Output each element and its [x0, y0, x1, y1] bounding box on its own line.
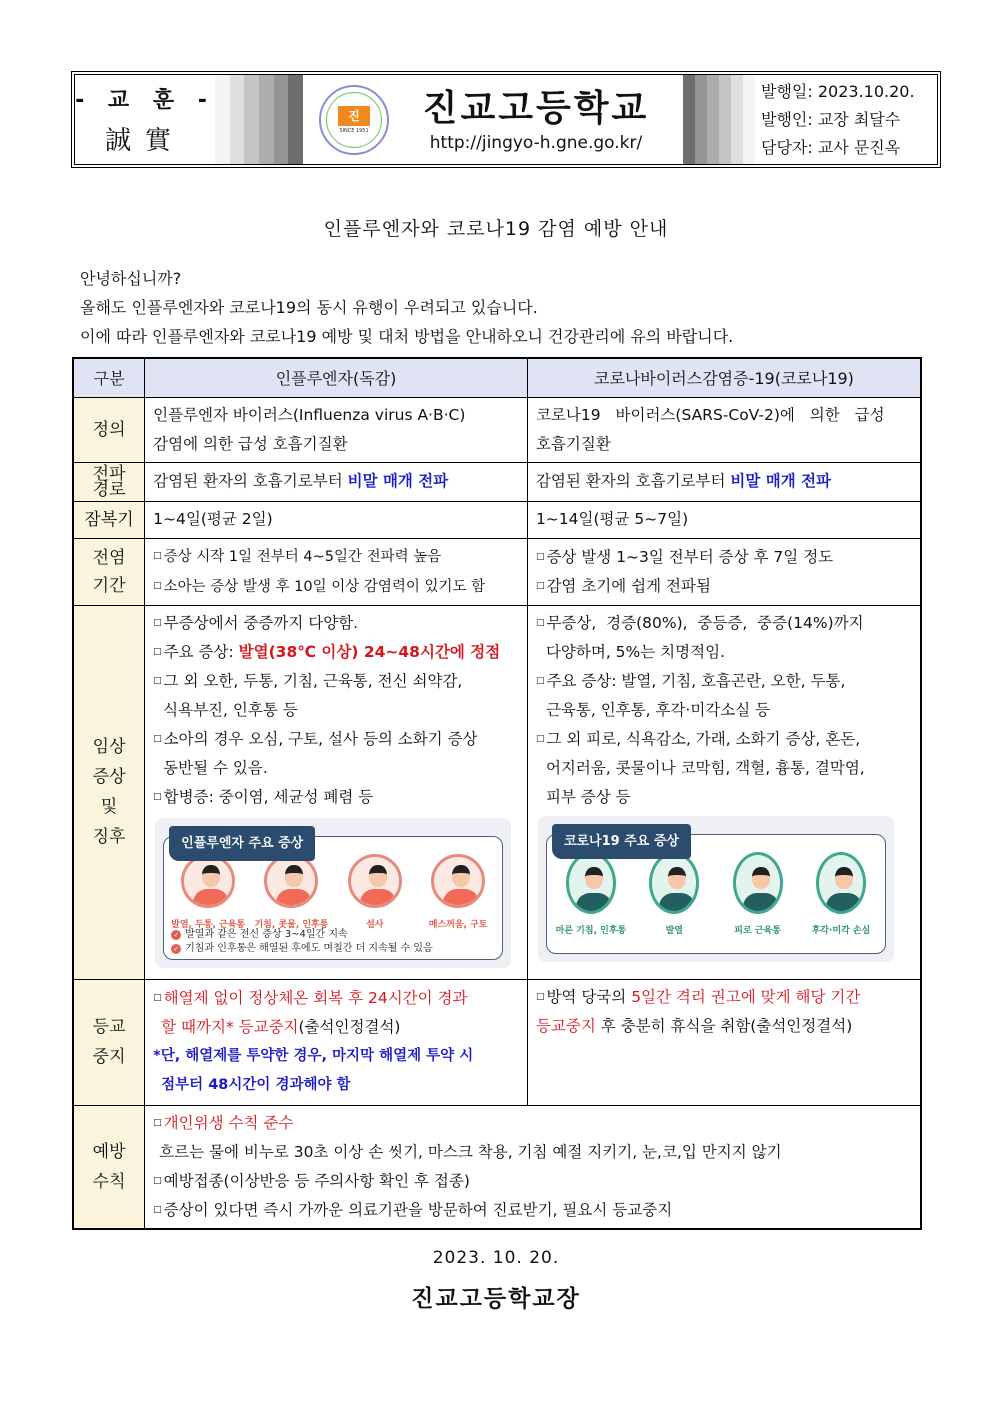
school-motto	[75, 75, 215, 164]
header-center	[303, 75, 683, 164]
school-name: 진교고등학교	[422, 87, 650, 129]
bullet-icon: □	[535, 551, 545, 562]
header-covid19: 코로나바이러스감염증-19(코로나19)	[527, 358, 921, 397]
intro-text	[80, 264, 733, 351]
row-label: 정의	[73, 397, 145, 462]
bullet-icon: □	[153, 993, 162, 1003]
school-header	[71, 71, 941, 168]
infographic-notes: ✓ 발열과 같은 전신 증상 3~4일간 지속 ✓ 기침과 인후통은 해열된 후에도 며칠간 더 지속될 수 있음	[171, 928, 433, 956]
bullet-icon: □	[153, 580, 162, 591]
infographic-tag: 코로나19 주요 증상	[552, 824, 691, 859]
covid-symptoms-infographic	[538, 816, 894, 962]
symptom-cough-icon: 기침, 콧물, 인후통	[252, 854, 330, 940]
table-row-incubation	[73, 501, 921, 538]
check-icon: ✓	[171, 944, 181, 954]
flu-school-suspension: □ 해열제 없이 정상체온 회복 후 24시간이 경과 할 때까지* 등교중지(출석인정결석) *단, 해열제를 투약한 경우, 마지막 해열제 투약 시 점부터 48시간이 경과해야 함	[145, 979, 528, 1105]
comparison-table	[72, 357, 922, 1230]
covid-definition: 코로나19 바이러스(SARS-CoV-2)에 의한 급성 호흡기질환	[527, 397, 921, 462]
covid-school-suspension: □ 방역 당국의 5일간 격리 권고에 맞게 해당 기간 등교중지 후 충분히 휴식을 취함(출석인정결석)	[527, 979, 921, 1105]
row-label: 전염 기간	[73, 538, 145, 605]
prevention-rules: □ 개인위생 수칙 준수 흐르는 물에 비누로 30초 이상 손 씻기, 마스크 착용, 기침 예절 지키기, 눈,코,입 만지지 않기 □ 예방접종(이상반응 등 주의사항 확인 후 접종) □ 증상이 있다면 즉시 가까운 의료기관을 방문하여 진료받기, 필요시 등교중지	[145, 1105, 921, 1229]
check-icon: ✓	[171, 930, 181, 940]
flu-symptoms: □ 무증상에서 중증까지 다양함. □ 주요 증상: 발열(38℃ 이상) 24~48시간에 정점 □ 그 외 오한, 두통, 기침, 근육통, 전신 쇠약감, 식욕부진, 인후통 등 □ 소아의 경우 오심, 구토, 설사 등의 소화기 증상 동반될 수 있음. □ 합병증: 중이염, 세균성 폐렴 등 인플루엔자 주요 증상 발열, 두통, 근육통 기침, 콧물, 인후통 설사 메스꺼움, 구토 ✓ 발열과 같은 전신 증상 3~4일간 지속 ✓ 기침과 인후통은 해열된 후에도 며칠간 더 지속될 수 있음	[145, 605, 528, 979]
motto-word: 誠實	[104, 125, 185, 156]
covid-contagious: □ 증상 발생 1~3일 전부터 증상 후 7일 정도 □ 감염 초기에 쉽게 전파됨	[527, 538, 921, 605]
school-url-link[interactable]: http://jingyo-h.gne.go.kr/	[429, 132, 643, 153]
bullet-icon: □	[153, 733, 162, 744]
intro-line: 올해도 인플루엔자와 코로나19의 동시 유행이 우려되고 있습니다.	[80, 298, 538, 317]
bullet-icon: □	[535, 991, 545, 1002]
bullet-icon: □	[153, 1204, 162, 1215]
bullet-icon: □	[153, 675, 162, 686]
symptom-smell-loss-icon: 후각·미각 손실	[802, 852, 880, 946]
bullet-icon: □	[535, 617, 545, 628]
bullet-icon: □	[535, 733, 545, 744]
bullet-icon: □	[535, 580, 545, 591]
covid-symptoms: □ 무증상, 경증(80%), 중등증, 중증(14%)까지 다양하며, 5%는 치명적임. □ 주요 증상: 발열, 기침, 호흡곤란, 오한, 두통, 근육통, 인후통, 후각·미각소실 등 □ 그 외 피로, 식욕감소, 가래, 소화기 증상, 혼돈, 어지러움, 콧물이나 코막힘, 객혈, 흉통, 결막염, 피부 증상 등 코로나19 주요 증상 마른 기침, 인후통 발열 피로 근육통 후각·미각 손실	[527, 605, 921, 979]
principal-signature: 진교고등학교장	[411, 1286, 581, 1312]
table-row-symptoms	[73, 605, 921, 979]
table-row-prevention	[73, 1105, 921, 1229]
symptom-fever-icon: 발열	[635, 852, 713, 946]
infographic-tag: 인플루엔자 주요 증상	[169, 826, 315, 861]
gradient-bar-left	[215, 75, 303, 164]
flu-definition: 인플루엔자 바이러스(Influenza virus A·B·C) 감염에 의한 급성 호흡기질환	[145, 397, 528, 462]
row-label: 전파 경로	[73, 462, 145, 501]
header-category: 구분	[73, 358, 145, 397]
symptom-diarrhea-icon: 설사	[336, 854, 414, 940]
covid-transmission: 감염된 환자의 호흡기로부터 비말 매개 전파	[527, 462, 921, 501]
publication-meta	[755, 75, 937, 164]
footer-date: 2023. 10. 20.	[432, 1248, 560, 1268]
symptom-nausea-icon: 메스꺼움, 구토	[419, 854, 497, 940]
bullet-icon: □	[153, 646, 162, 657]
table-header-row	[73, 358, 921, 397]
bullet-icon: □	[153, 791, 162, 802]
symptom-fatigue-icon: 피로 근육통	[719, 852, 797, 946]
intro-line: 이에 따라 인플루엔자와 코로나19 예방 및 대처 방법을 안내하오니 건강관리에 유의 바랍니다.	[80, 327, 734, 346]
table-row-transmission	[73, 462, 921, 501]
header-influenza: 인플루엔자(독감)	[145, 358, 528, 397]
table-row-contagious-period	[73, 538, 921, 605]
row-label: 예방 수칙	[73, 1105, 145, 1229]
table-row-school-suspension	[73, 979, 921, 1105]
publisher: 발행인: 교장 최달수	[761, 109, 901, 129]
covid-incubation: 1~14일(평균 5~7일)	[527, 501, 921, 538]
school-logo-icon: 진 SINCE 1951	[319, 85, 389, 155]
gradient-bar-right	[683, 75, 755, 164]
flu-symptoms-infographic	[155, 818, 511, 968]
row-label: 임상 증상 및 징후	[73, 605, 145, 979]
contact-person: 담당자: 교사 문진옥	[761, 137, 901, 157]
flu-transmission: 감염된 환자의 호흡기로부터 비말 매개 전파	[145, 462, 528, 501]
table-row-definition	[73, 397, 921, 462]
document-title: 인플루엔자와 코로나19 감염 예방 안내	[323, 218, 669, 240]
row-label: 등교 중지	[73, 979, 145, 1105]
bullet-icon: □	[153, 1117, 162, 1128]
flu-incubation: 1~4일(평균 2일)	[145, 501, 528, 538]
flu-contagious: □ 증상 시작 1일 전부터 4~5일간 전파력 높음 □ 소아는 증상 발생 후 10일 이상 감염력이 있기도 함	[145, 538, 528, 605]
publish-date: 발행일: 2023.10.20.	[761, 81, 915, 101]
symptom-fever-icon: 발열, 두통, 근육통	[169, 854, 247, 940]
motto-title: - 교 훈 -	[75, 87, 215, 113]
bullet-icon: □	[153, 1175, 162, 1186]
symptom-dry-cough-icon: 마른 기침, 인후통	[552, 852, 630, 946]
bullet-icon: □	[535, 675, 545, 686]
bullet-icon: □	[153, 617, 162, 628]
intro-line: 안녕하십니까?	[80, 269, 182, 288]
bullet-icon: □	[153, 550, 162, 561]
row-label: 잠복기	[73, 501, 145, 538]
